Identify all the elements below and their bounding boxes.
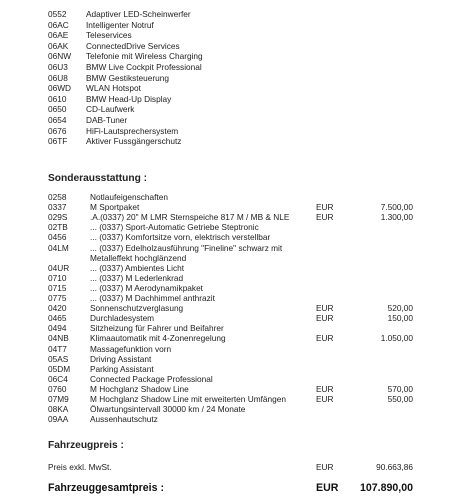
option-amount: 1.050,00 [380, 333, 413, 344]
total-price-currency: EUR [316, 482, 339, 494]
equipment-code: 06AK [48, 40, 69, 51]
option-code: 0420 [48, 303, 67, 314]
equipment-description: Aktiver Fussgängerschutz [86, 136, 182, 147]
price-excl-vat-amount: 90.663,86 [376, 462, 413, 472]
option-code: 0465 [48, 313, 67, 324]
option-description: Massagefunktion vorn [90, 343, 172, 354]
total-price-amount: 107.890,00 [359, 482, 413, 494]
equipment-description: Telefonie mit Wireless Charging [86, 51, 203, 62]
option-amount: 570,00 [387, 383, 413, 394]
option-code: 0710 [48, 272, 67, 283]
equipment-description: DAB-Tuner [86, 115, 128, 125]
option-code: 0775 [48, 293, 67, 303]
option-description: Connected Package Professional [90, 373, 213, 384]
option-currency: EUR [316, 202, 334, 213]
sonderausstattung-heading: Sonderausstattung : [48, 173, 148, 184]
total-price-label: Fahrzeuggesamtpreis : [48, 482, 164, 494]
option-description: Durchladesystem [90, 313, 155, 324]
option-description: Ölwartungsintervall 30000 km / 24 Monate [90, 404, 246, 415]
option-description: ... (0337) M Aerodynamikpaket [90, 282, 203, 293]
option-description: M Sportpaket [90, 202, 140, 213]
option-description: Aussenhautschutz [90, 414, 158, 425]
option-description: ... (0337) Komfortsitze vorn, elektrisch verstellbar [90, 232, 271, 243]
option-description: ... (0337) Ambientes Licht [90, 262, 185, 273]
option-description: Sitzheizung für Fahrer und Beifahrer [90, 323, 224, 334]
equipment-description: BMW Head-Up Display [86, 93, 172, 104]
option-description: ... (0337) Edelholzausführung "Fineline" schwarz mit [90, 242, 283, 253]
option-currency: EUR [316, 333, 334, 344]
option-description: ... (0337) Sport-Automatic Getriebe Steptronic [90, 222, 259, 233]
option-code: 05AS [48, 353, 69, 364]
option-code: 0715 [48, 282, 67, 293]
option-code: 04NB [48, 333, 69, 344]
option-currency: EUR [316, 212, 334, 223]
equipment-description: BMW Gestiksteuerung [86, 72, 169, 83]
equipment-code: 06WD [48, 83, 72, 94]
option-currency: EUR [316, 383, 334, 394]
option-description: Parking Assistant [90, 363, 154, 374]
option-code: 05DM [48, 363, 71, 374]
option-currency: EUR [316, 394, 334, 404]
equipment-code: 06U8 [48, 72, 68, 83]
option-description: Metalleffekt hochglänzend [90, 252, 187, 263]
equipment-description: Adaptiver LED-Scheinwerfer [86, 9, 191, 19]
option-description: M Hochglanz Shadow Line [90, 383, 189, 394]
option-code: 04T7 [48, 343, 67, 354]
option-code: 0760 [48, 383, 67, 394]
equipment-code: 06AC [48, 19, 69, 30]
option-code: 09AA [48, 414, 69, 425]
price-excl-vat-currency: EUR [316, 462, 334, 472]
equipment-code: 0610 [48, 93, 67, 104]
option-amount: 150,00 [387, 313, 413, 324]
equipment-description: Teleservices [86, 30, 132, 41]
option-description: .A.(0337) 20" M LMR Sternspeiche 817 M / MB & NLE [90, 212, 290, 223]
equipment-code: 06NW [48, 51, 72, 62]
equipment-code: 0650 [48, 104, 67, 115]
option-description: ... (0337) M Lederlenkrad [90, 272, 184, 283]
option-code: 07M9 [48, 394, 69, 404]
option-description: Sonnenschutzverglasung [90, 303, 184, 314]
equipment-code: 0676 [48, 125, 67, 136]
option-code: 06C4 [48, 373, 68, 384]
option-code: 029S [48, 212, 68, 223]
option-amount: 1.300,00 [380, 212, 413, 223]
equipment-description: BMW Live Cockpit Professional [86, 62, 202, 72]
equipment-code: 06AE [48, 30, 69, 41]
option-code: 04LM [48, 242, 69, 253]
equipment-code: 0552 [48, 9, 67, 19]
option-description: Klimaautomatik mit 4-Zonenregelung [90, 333, 226, 344]
option-description: Driving Assistant [90, 353, 152, 364]
fahrzeugpreis-heading: Fahrzeugpreis : [48, 440, 124, 451]
equipment-description: Intelligenter Notruf [86, 19, 154, 30]
price-excl-vat-label: Preis exkl. MwSt. [48, 462, 112, 472]
option-code: 02TB [48, 222, 68, 233]
equipment-code: 06U3 [48, 62, 68, 72]
option-description: Notlaufeigenschaften [90, 192, 168, 202]
option-code: 04UR [48, 262, 70, 273]
option-description: M Hochglanz Shadow Line mit erweiterten Umfängen [90, 394, 286, 404]
option-amount: 550,00 [387, 394, 413, 404]
option-code: 0258 [48, 192, 67, 202]
equipment-description: ConnectedDrive Services [86, 40, 180, 51]
option-code: 0494 [48, 323, 67, 334]
option-code: 0456 [48, 232, 67, 243]
equipment-description: HiFi-Lautsprechersystem [86, 125, 179, 136]
option-amount: 7.500,00 [380, 202, 413, 213]
option-currency: EUR [316, 303, 334, 314]
option-description: ... (0337) M Dachhimmel anthrazit [90, 293, 215, 303]
option-code: 08KA [48, 404, 69, 415]
option-code: 0337 [48, 202, 67, 213]
equipment-code: 0654 [48, 115, 67, 125]
option-amount: 520,00 [387, 303, 413, 314]
option-currency: EUR [316, 313, 334, 324]
equipment-description: CD-Laufwerk [86, 104, 135, 115]
equipment-code: 06TF [48, 136, 68, 147]
equipment-description: WLAN Hotspot [86, 83, 141, 94]
